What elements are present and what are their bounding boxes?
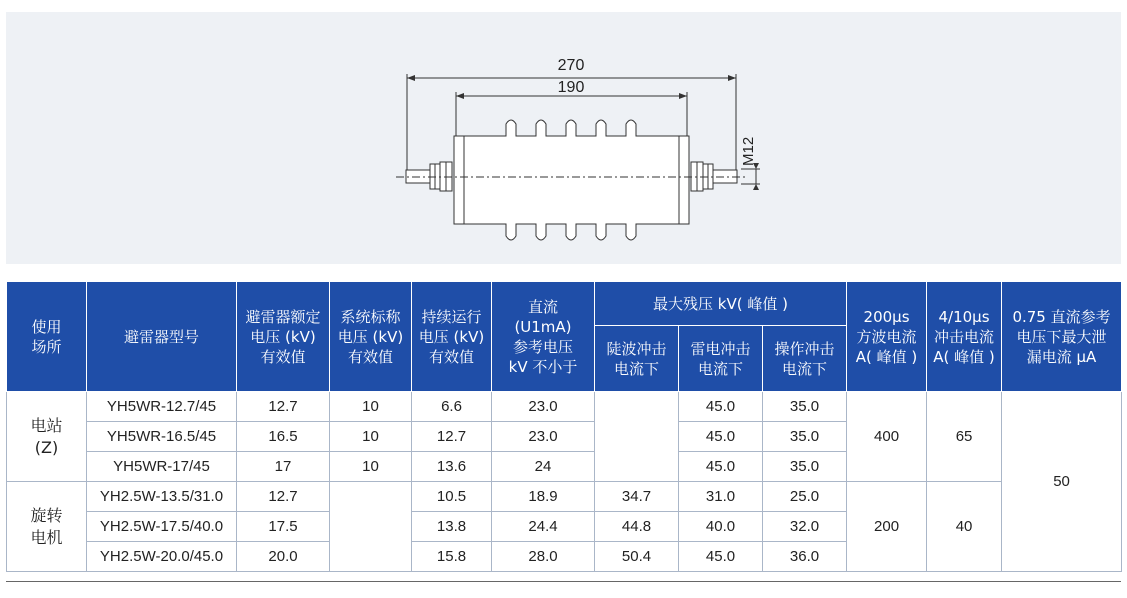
dc-ref-cell: 23.0	[492, 422, 595, 452]
header-system-voltage: 系统标称 电压 (kV) 有效值	[330, 282, 412, 392]
continuous-cell: 6.6	[412, 392, 492, 422]
system-cell: 10	[330, 422, 412, 452]
continuous-cell: 13.6	[412, 452, 492, 482]
steep-cell: 44.8	[595, 512, 679, 542]
arrester-spec-table	[6, 281, 1122, 572]
rated-cell: 20.0	[237, 542, 330, 572]
table-row	[7, 482, 1122, 512]
header-square-wave: 200μs 方波电流 A( 峰值 )	[847, 282, 927, 392]
lightning-cell: 45.0	[679, 542, 763, 572]
impulse-cell: 40	[927, 482, 1002, 572]
lightning-cell: 45.0	[679, 422, 763, 452]
dc-ref-cell: 24.4	[492, 512, 595, 542]
lightning-cell: 45.0	[679, 452, 763, 482]
header-leakage: 0.75 直流参考 电压下最大泄 漏电流 μA	[1002, 282, 1122, 392]
thread-label: M12	[740, 136, 757, 166]
model-cell: YH2.5W-13.5/31.0	[87, 482, 237, 512]
model-cell: YH5WR-16.5/45	[87, 422, 237, 452]
header-continuous-voltage: 持续运行 电压 (kV) 有效值	[412, 282, 492, 392]
continuous-cell: 12.7	[412, 422, 492, 452]
system-cell	[330, 482, 412, 572]
bottom-rule	[6, 581, 1121, 582]
lightning-cell: 40.0	[679, 512, 763, 542]
header-switching: 操作冲击 电流下	[763, 326, 847, 392]
arrester-drawing-panel	[6, 12, 1121, 264]
switching-cell: 35.0	[763, 422, 847, 452]
model-cell: YH2.5W-17.5/40.0	[87, 512, 237, 542]
steep-cell: 34.7	[595, 482, 679, 512]
header-model: 避雷器型号	[87, 282, 237, 392]
system-cell: 10	[330, 452, 412, 482]
dim-body: 190	[557, 79, 585, 96]
square-wave-cell: 400	[847, 392, 927, 482]
rated-cell: 12.7	[237, 392, 330, 422]
continuous-cell: 15.8	[412, 542, 492, 572]
leakage-cell: 50	[1002, 392, 1122, 572]
square-wave-cell: 200	[847, 482, 927, 572]
model-cell: YH5WR-12.7/45	[87, 392, 237, 422]
continuous-cell: 13.8	[412, 512, 492, 542]
system-cell: 10	[330, 392, 412, 422]
model-cell: YH5WR-17/45	[87, 452, 237, 482]
lightning-cell: 31.0	[679, 482, 763, 512]
place-cell: 电站 (Z)	[7, 392, 87, 482]
dc-ref-cell: 24	[492, 452, 595, 482]
header-rated-voltage: 避雷器额定 电压 (kV) 有效值	[237, 282, 330, 392]
dc-ref-cell: 28.0	[492, 542, 595, 572]
arrester-drawing	[6, 12, 1121, 264]
switching-cell: 36.0	[763, 542, 847, 572]
dc-ref-cell: 23.0	[492, 392, 595, 422]
switching-cell: 35.0	[763, 452, 847, 482]
header-impulse: 4/10μs 冲击电流 A( 峰值 )	[927, 282, 1002, 392]
continuous-cell: 10.5	[412, 482, 492, 512]
rated-cell: 16.5	[237, 422, 330, 452]
switching-cell: 32.0	[763, 512, 847, 542]
table-row	[7, 392, 1122, 422]
lightning-cell: 45.0	[679, 392, 763, 422]
switching-cell: 35.0	[763, 392, 847, 422]
place-cell: 旋转 电机	[7, 482, 87, 572]
header-place: 使用 场所	[7, 282, 87, 392]
header-lightning: 雷电冲击 电流下	[679, 326, 763, 392]
steep-cell	[595, 392, 679, 482]
rated-cell: 12.7	[237, 482, 330, 512]
dim-overall: 270	[557, 57, 585, 74]
switching-cell: 25.0	[763, 482, 847, 512]
header-steep: 陡波冲击 电流下	[595, 326, 679, 392]
header-dc-ref: 直流 (U1mA) 参考电压 kV 不小于	[492, 282, 595, 392]
header-max-residual: 最大残压 kV( 峰值 )	[595, 282, 847, 326]
steep-cell: 50.4	[595, 542, 679, 572]
rated-cell: 17	[237, 452, 330, 482]
rated-cell: 17.5	[237, 512, 330, 542]
impulse-cell: 65	[927, 392, 1002, 482]
model-cell: YH2.5W-20.0/45.0	[87, 542, 237, 572]
dc-ref-cell: 18.9	[492, 482, 595, 512]
